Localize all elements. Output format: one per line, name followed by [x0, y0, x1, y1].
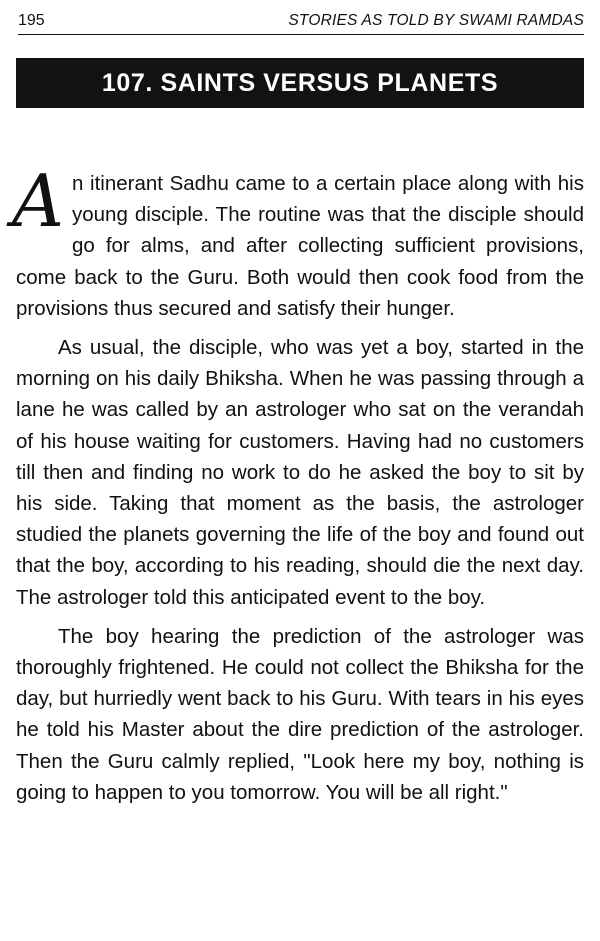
chapter-title: 107. SAINTS VERSUS PLANETS: [101, 68, 499, 97]
paragraph-3: The boy hearing the prediction of the astrologer was thoroughly frightened. He could not collect the Bhiksha for the day, but hurriedly went back to his Guru. With tears in his eyes he told his Master about the dire prediction of the astrologer. Then the Guru calmly replied, "Look here my boy, nothing is going to happen to you tomorrow. You will be all right.": [16, 624, 584, 804]
paragraph-2: As usual, the disciple, who was yet a boy, started in the morning on his daily Bhiksha. When he was passing through a lane he was called by an astrologer who sat on the verandah of his house waiting for customers. Having had no customers till then and finding no work to do he asked the boy to sit by his side. Taking that moment as the basis, the astrologer studied the planets governing the life of the boy and found out that the boy, according to his reading, should die the next day. The astrologer told this anticipated event to the boy.: [16, 336, 584, 609]
paragraph-1-text: n itinerant Sadhu came to a certain place along with his young disciple. The routine was that the disciple should go for alms, and after collecting sufficient provisions, come back to the Guru. Both would then cook food from the provisions thus secured and satisfy their hunger.: [16, 172, 584, 320]
book-title: STORIES AS TOLD BY SWAMI RAMDAS: [288, 12, 584, 29]
drop-cap: A: [12, 159, 64, 243]
page-number: 195: [18, 12, 45, 29]
running-header: [18, 10, 584, 35]
story-body: [12, 159, 584, 816]
paragraph-1: [12, 159, 584, 324]
chapter-title-banner: [16, 58, 584, 108]
